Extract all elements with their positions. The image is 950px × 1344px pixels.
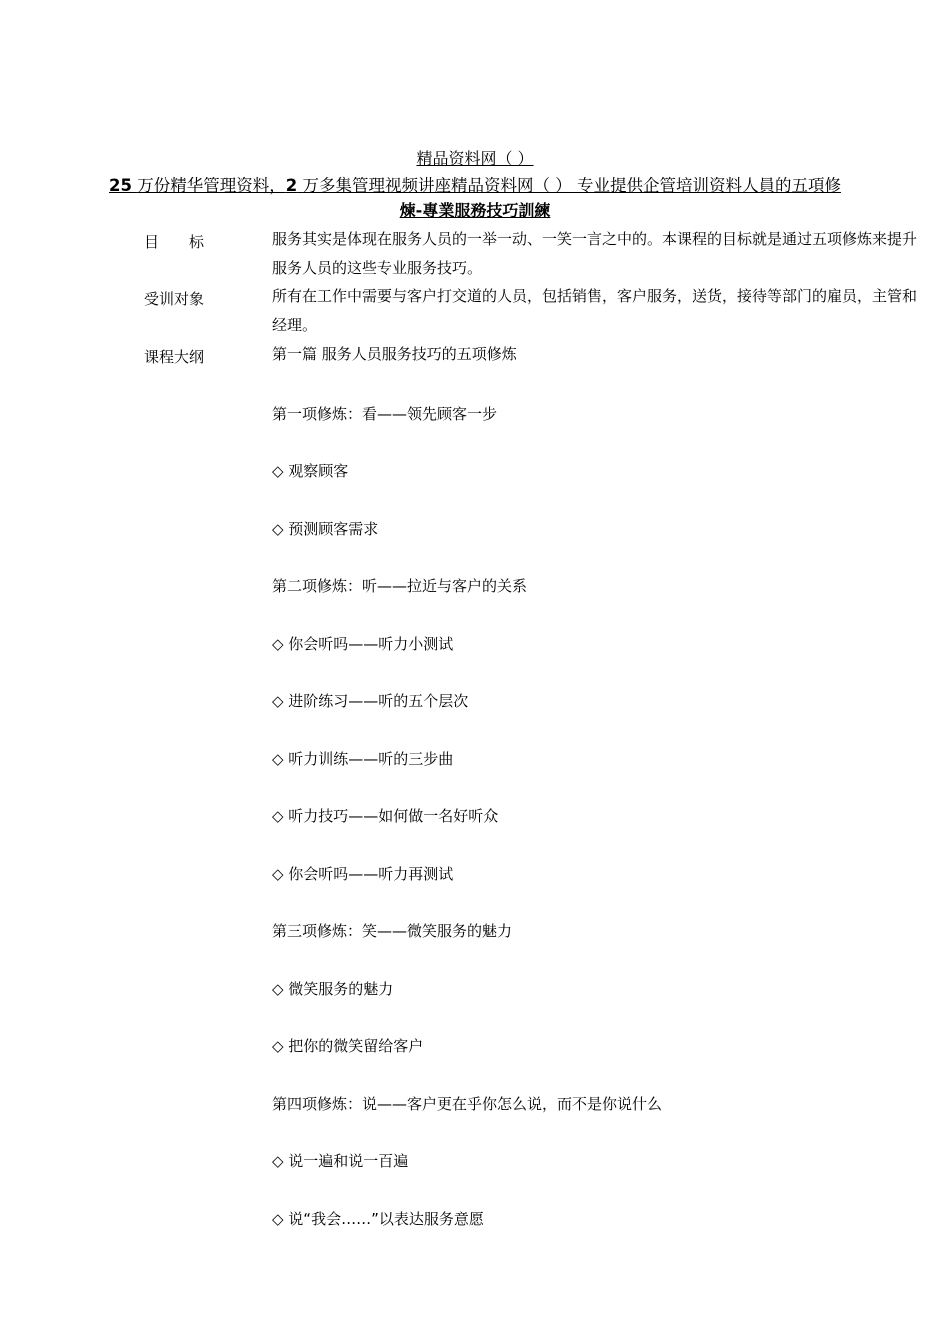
- outline-item: ◇ 听力技巧——如何做一名好听众: [272, 807, 499, 825]
- outline-item: ◇ 预测顾客需求: [272, 520, 379, 538]
- row-label-audience: 受训对象: [144, 290, 205, 308]
- outline-item: 第四项修炼：说——客户更在乎你怎么说，而不是你说什么: [272, 1095, 663, 1113]
- row-text-outline: 第一篇 服务人员服务技巧的五项修炼: [272, 345, 517, 363]
- outline-item: 第三项修炼：笑——微笑服务的魅力: [272, 922, 513, 940]
- outline-item: 第二项修炼：听——拉近与客户的关系: [272, 577, 528, 595]
- outline-item: 第一项修炼：看——领先顾客一步: [272, 405, 498, 423]
- promo-line: 25 万份精华管理资料，2 万多集管理视频讲座精品资料网（ ） 专业提供企管培训资料人員的五項修: [109, 176, 841, 195]
- document-title: 煉-專業服務技巧訓練: [399, 201, 551, 220]
- outline-item: ◇ 把你的微笑留给客户: [272, 1037, 424, 1055]
- outline-item: ◇ 你会听吗——听力再测试: [272, 865, 454, 883]
- outline-item: ◇ 你会听吗——听力小测试: [272, 635, 454, 653]
- outline-item: ◇ 微笑服务的魅力: [272, 980, 394, 998]
- outline-item: ◇ 观察顾客: [272, 462, 349, 480]
- outline-item: ◇ 说“我会……”以表达服务意愿: [272, 1210, 484, 1228]
- outline-item: ◇ 听力训练——听的三步曲: [272, 750, 454, 768]
- outline-item: ◇ 说一遍和说一百遍: [272, 1152, 409, 1170]
- row-text-goal: 服务其实是体现在服务人员的一举一动、一笑一言之中的。本课程的目标就是通过五项修炼来提升 服务人员的这些专业服务技巧。: [272, 230, 918, 277]
- row-label-goal: 目 标: [144, 233, 205, 251]
- outline-item: ◇ 进阶练习——听的五个层次: [272, 692, 469, 710]
- row-text-audience: 所有在工作中需要与客户打交道的人员，包括销售，客户服务，送货，接待等部门的雇员，主管和 经理。: [272, 287, 918, 334]
- row-label-outline: 课程大纲: [144, 348, 205, 366]
- site-header: 精品资料网（ ）: [416, 149, 534, 168]
